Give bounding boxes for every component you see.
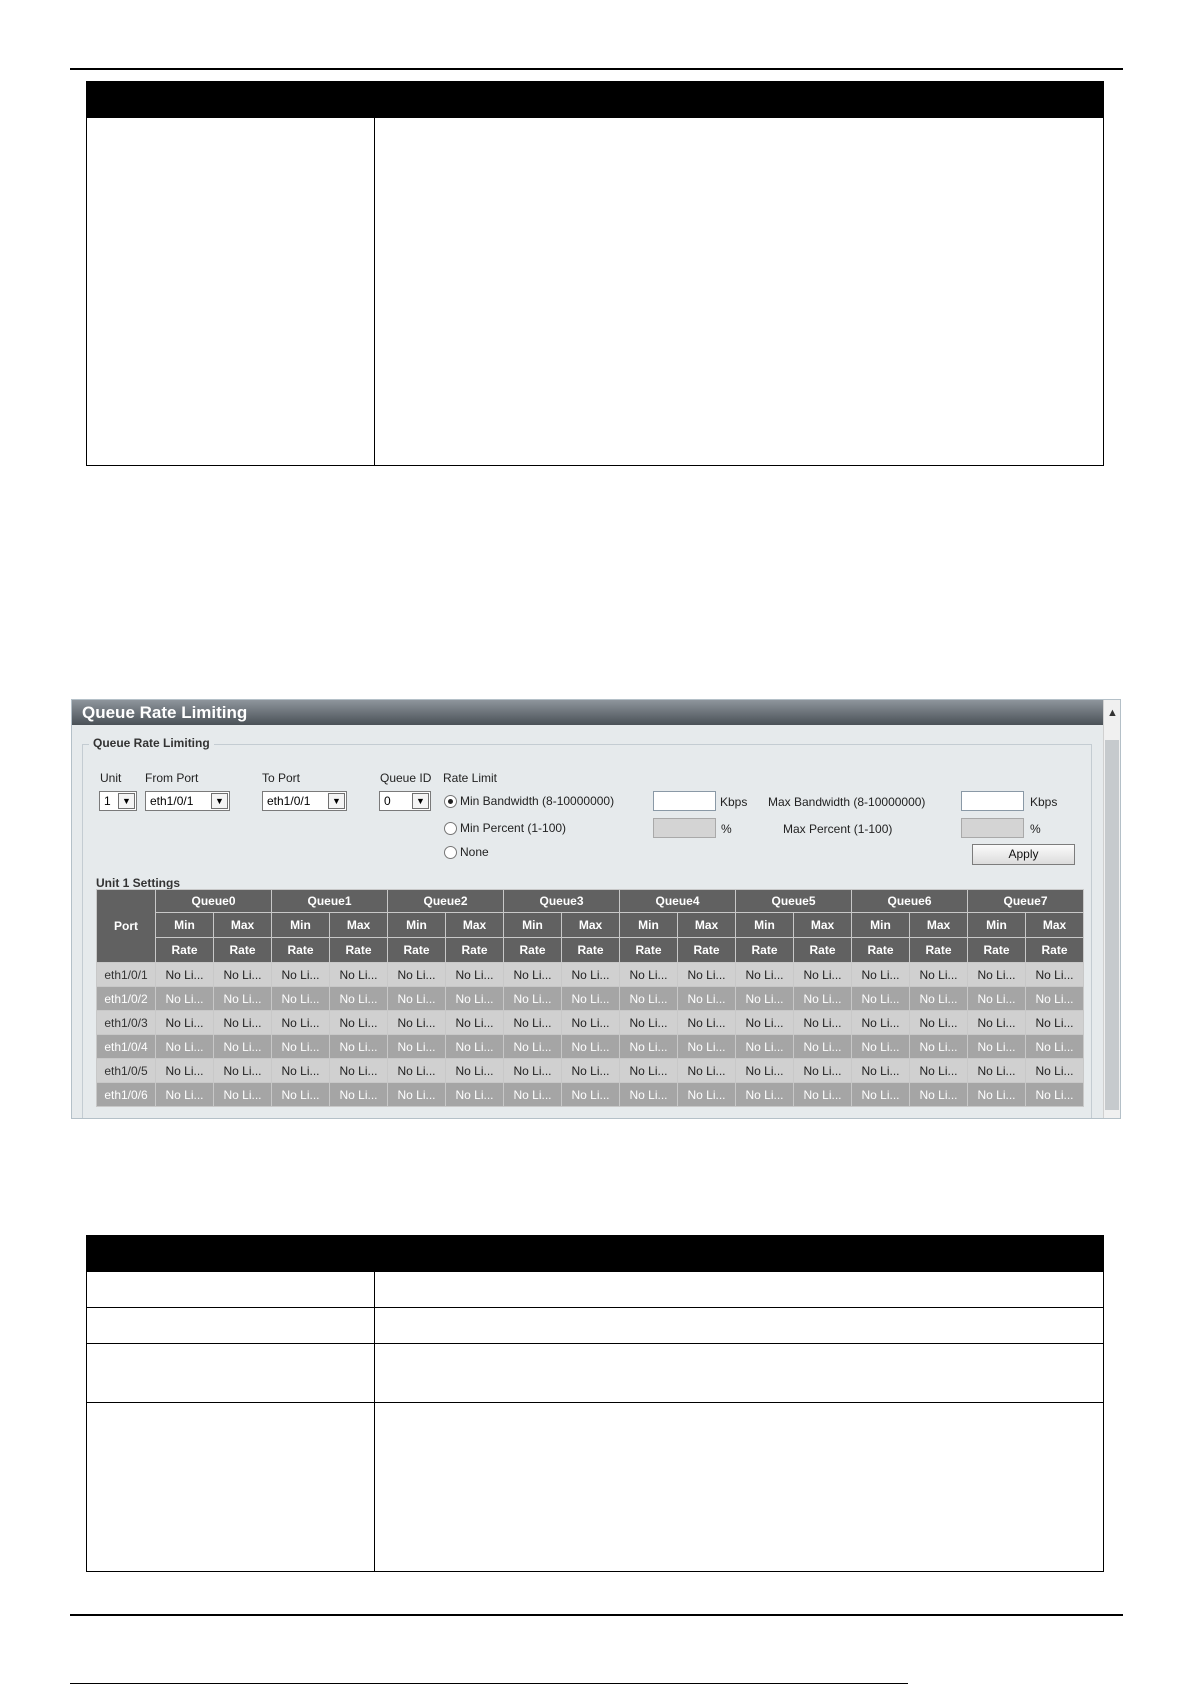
rate-cell: No Li...: [620, 1035, 678, 1059]
parameter-table-bottom: [86, 1235, 1104, 1572]
unit-value: 1: [104, 794, 111, 808]
rate-cell: No Li...: [736, 1059, 794, 1083]
table-row: [87, 1307, 1103, 1343]
rate-cell: No Li...: [504, 1059, 562, 1083]
table-row[interactable]: [97, 987, 1084, 1011]
min-bandwidth-radio[interactable]: [444, 795, 457, 808]
chevron-down-icon: ▼: [328, 793, 345, 809]
rate-cell: No Li...: [562, 1035, 620, 1059]
rate-cell: No Li...: [214, 1083, 272, 1107]
rate-cell: No Li...: [736, 1035, 794, 1059]
table-row[interactable]: [97, 963, 1084, 987]
rate-cell: No Li...: [736, 963, 794, 987]
table-header: [87, 1236, 1103, 1272]
rate-cell: No Li...: [678, 1011, 736, 1035]
rate-cell: No Li...: [388, 1083, 446, 1107]
rate-cell: No Li...: [910, 1011, 968, 1035]
queue-header: Queue1: [272, 890, 388, 913]
rate-cell: No Li...: [794, 1011, 852, 1035]
max-header: Max: [562, 913, 620, 938]
rate-cell: No Li...: [794, 1035, 852, 1059]
rate-cell: No Li...: [910, 1035, 968, 1059]
apply-button[interactable]: Apply: [972, 844, 1075, 865]
rate-header: Rate: [852, 938, 910, 963]
to-port-value: eth1/0/1: [267, 794, 311, 808]
queue-settings-table: [96, 889, 1084, 1107]
rate-cell: No Li...: [446, 1059, 504, 1083]
rate-cell: No Li...: [562, 987, 620, 1011]
port-cell: eth1/0/2: [97, 987, 156, 1011]
rate-cell: No Li...: [156, 987, 214, 1011]
rate-cell: No Li...: [156, 963, 214, 987]
table-row: [87, 118, 1103, 465]
rate-cell: No Li...: [736, 987, 794, 1011]
max-percent-input[interactable]: [961, 818, 1024, 838]
rate-cell: No Li...: [214, 1035, 272, 1059]
rate-header: Rate: [736, 938, 794, 963]
rate-limit-label: Rate Limit: [443, 771, 498, 785]
max-header: Max: [678, 913, 736, 938]
rate-cell: No Li...: [794, 1059, 852, 1083]
parameter-table-top: [86, 81, 1104, 466]
table-cell: [87, 1308, 375, 1343]
header-rule: [70, 68, 1123, 70]
rate-cell: No Li...: [156, 1059, 214, 1083]
table-cell: [375, 1344, 1103, 1402]
rate-cell: No Li...: [272, 963, 330, 987]
queue-id-select[interactable]: [379, 791, 431, 811]
rate-cell: No Li...: [678, 987, 736, 1011]
queue-id-value: 0: [384, 794, 391, 808]
rate-cell: No Li...: [678, 1083, 736, 1107]
table-header: [87, 82, 1103, 118]
rate-cell: No Li...: [852, 1059, 910, 1083]
rate-cell: No Li...: [330, 1059, 388, 1083]
rate-cell: No Li...: [214, 1059, 272, 1083]
rate-cell: No Li...: [272, 1011, 330, 1035]
queue-header: Queue0: [156, 890, 272, 913]
port-cell: eth1/0/5: [97, 1059, 156, 1083]
rate-cell: No Li...: [272, 987, 330, 1011]
footer-rule: [70, 1614, 1123, 1616]
from-port-label: From Port: [145, 771, 199, 785]
to-port-label: To Port: [262, 771, 301, 785]
rate-cell: No Li...: [1026, 1083, 1084, 1107]
table-cell: [87, 1272, 375, 1307]
rate-cell: No Li...: [736, 1011, 794, 1035]
queue-header: Queue6: [852, 890, 968, 913]
min-header: Min: [736, 913, 794, 938]
rate-cell: No Li...: [852, 963, 910, 987]
min-max-header-row: [97, 913, 1084, 938]
unit-select[interactable]: [99, 791, 137, 811]
rate-header-row: [97, 938, 1084, 963]
rate-cell: No Li...: [562, 963, 620, 987]
min-bandwidth-label: Min Bandwidth (8-10000000): [460, 794, 615, 808]
min-header: Min: [272, 913, 330, 938]
rate-cell: No Li...: [852, 1011, 910, 1035]
rate-cell: No Li...: [620, 963, 678, 987]
table-row[interactable]: [97, 1011, 1084, 1035]
rate-cell: No Li...: [272, 1035, 330, 1059]
queue-header: Queue7: [968, 890, 1084, 913]
table-cell: [87, 1344, 375, 1402]
rate-cell: No Li...: [156, 1011, 214, 1035]
max-header: Max: [910, 913, 968, 938]
min-header: Min: [388, 913, 446, 938]
rate-cell: No Li...: [1026, 1059, 1084, 1083]
queue-header: Queue5: [736, 890, 852, 913]
rate-cell: No Li...: [620, 1083, 678, 1107]
min-header: Min: [968, 913, 1026, 938]
rate-header: Rate: [1026, 938, 1084, 963]
table-cell: [87, 118, 375, 465]
rate-cell: No Li...: [620, 987, 678, 1011]
queue-header: Queue2: [388, 890, 504, 913]
max-header: Max: [446, 913, 504, 938]
rate-cell: No Li...: [968, 1011, 1026, 1035]
table-cell: [375, 1403, 1103, 1571]
rate-cell: No Li...: [968, 963, 1026, 987]
rate-cell: No Li...: [272, 1059, 330, 1083]
rate-cell: No Li...: [214, 987, 272, 1011]
rate-header: Rate: [968, 938, 1026, 963]
rate-header: Rate: [620, 938, 678, 963]
rate-cell: No Li...: [852, 1083, 910, 1107]
table-cell: [87, 1403, 375, 1571]
rate-cell: No Li...: [330, 987, 388, 1011]
table-row[interactable]: [97, 1083, 1084, 1107]
rate-cell: No Li...: [968, 1083, 1026, 1107]
rate-cell: No Li...: [446, 987, 504, 1011]
queue-header: Queue3: [504, 890, 620, 913]
rate-header: Rate: [330, 938, 388, 963]
chevron-down-icon: ▼: [412, 793, 429, 809]
rate-cell: No Li...: [794, 987, 852, 1011]
min-bandwidth-input[interactable]: [653, 791, 716, 811]
rate-cell: No Li...: [968, 987, 1026, 1011]
scroll-thumb[interactable]: [1105, 740, 1119, 1110]
rate-cell: No Li...: [562, 1083, 620, 1107]
min-percent-radio[interactable]: [444, 822, 457, 835]
rate-cell: No Li...: [156, 1083, 214, 1107]
rate-cell: No Li...: [794, 963, 852, 987]
rate-cell: No Li...: [446, 963, 504, 987]
none-label: None: [460, 845, 489, 859]
max-header: Max: [1026, 913, 1084, 938]
rate-cell: No Li...: [562, 1011, 620, 1035]
rate-header: Rate: [446, 938, 504, 963]
max-header: Max: [794, 913, 852, 938]
chevron-down-icon: ▼: [118, 793, 135, 809]
table-row: [87, 1343, 1103, 1402]
rate-header: Rate: [388, 938, 446, 963]
min-kbps-unit: Kbps: [720, 795, 748, 809]
rate-cell: No Li...: [388, 1011, 446, 1035]
rate-header: Rate: [678, 938, 736, 963]
rate-cell: No Li...: [678, 963, 736, 987]
max-kbps-unit: Kbps: [1030, 795, 1058, 809]
table-cell: [375, 118, 1103, 465]
min-header: Min: [620, 913, 678, 938]
rate-cell: No Li...: [910, 987, 968, 1011]
table-cell: [375, 1272, 1103, 1307]
rate-cell: No Li...: [794, 1083, 852, 1107]
rate-cell: No Li...: [678, 1035, 736, 1059]
rate-cell: No Li...: [388, 1059, 446, 1083]
rate-cell: No Li...: [1026, 963, 1084, 987]
chevron-down-icon: ▼: [211, 793, 228, 809]
max-bandwidth-label: Max Bandwidth (8-10000000): [768, 795, 926, 809]
queue-header: Queue4: [620, 890, 736, 913]
max-header: Max: [214, 913, 272, 938]
queue-table-body: [97, 963, 1084, 1107]
rate-cell: No Li...: [388, 1035, 446, 1059]
none-radio[interactable]: [444, 846, 457, 859]
rate-cell: No Li...: [736, 1083, 794, 1107]
rate-header: Rate: [794, 938, 852, 963]
rate-cell: No Li...: [910, 963, 968, 987]
rate-cell: No Li...: [852, 1035, 910, 1059]
min-header: Min: [852, 913, 910, 938]
port-cell: eth1/0/6: [97, 1083, 156, 1107]
port-cell: eth1/0/3: [97, 1011, 156, 1035]
from-port-select[interactable]: [145, 791, 230, 811]
rate-cell: No Li...: [330, 963, 388, 987]
vertical-scrollbar[interactable]: [1103, 700, 1120, 1119]
max-percent-label: Max Percent (1-100): [783, 822, 893, 836]
rate-header: Rate: [214, 938, 272, 963]
min-percent-input[interactable]: [653, 818, 716, 838]
table-row: [87, 1402, 1103, 1571]
table-cell: [375, 1308, 1103, 1343]
rate-cell: No Li...: [504, 1011, 562, 1035]
rate-cell: No Li...: [852, 987, 910, 1011]
rate-header: Rate: [156, 938, 214, 963]
rate-cell: No Li...: [620, 1059, 678, 1083]
rate-cell: No Li...: [446, 1083, 504, 1107]
rate-cell: No Li...: [330, 1083, 388, 1107]
rate-cell: No Li...: [1026, 1035, 1084, 1059]
rate-cell: No Li...: [562, 1059, 620, 1083]
port-header: Port: [97, 890, 156, 963]
rate-cell: No Li...: [446, 1011, 504, 1035]
queue-header-row: [97, 890, 1084, 913]
rate-cell: No Li...: [620, 1011, 678, 1035]
rate-cell: No Li...: [910, 1083, 968, 1107]
table-row: [87, 1272, 1103, 1307]
chevron-up-icon[interactable]: ▲: [1107, 707, 1118, 719]
min-header: Min: [156, 913, 214, 938]
rate-cell: No Li...: [968, 1059, 1026, 1083]
rate-cell: No Li...: [504, 1083, 562, 1107]
fieldset-legend: Queue Rate Limiting: [89, 736, 214, 750]
max-percent-unit: %: [1030, 822, 1041, 836]
rate-cell: No Li...: [968, 1035, 1026, 1059]
rate-cell: No Li...: [156, 1035, 214, 1059]
rate-cell: No Li...: [910, 1059, 968, 1083]
rate-cell: No Li...: [678, 1059, 736, 1083]
rate-cell: No Li...: [272, 1083, 330, 1107]
rate-cell: No Li...: [330, 1035, 388, 1059]
rate-cell: No Li...: [504, 1035, 562, 1059]
rate-cell: No Li...: [214, 963, 272, 987]
queue-id-label: Queue ID: [380, 771, 432, 785]
rate-cell: No Li...: [504, 963, 562, 987]
settings-title: Unit 1 Settings: [96, 876, 181, 890]
from-port-value: eth1/0/1: [150, 794, 194, 808]
rate-header: Rate: [562, 938, 620, 963]
rate-cell: No Li...: [1026, 987, 1084, 1011]
rate-header: Rate: [910, 938, 968, 963]
rate-header: Rate: [504, 938, 562, 963]
rate-cell: No Li...: [330, 1011, 388, 1035]
rate-cell: No Li...: [214, 1011, 272, 1035]
unit-label: Unit: [100, 771, 122, 785]
min-percent-unit: %: [721, 822, 732, 836]
rate-header: Rate: [272, 938, 330, 963]
rate-cell: No Li...: [446, 1035, 504, 1059]
max-header: Max: [330, 913, 388, 938]
port-cell: eth1/0/4: [97, 1035, 156, 1059]
rate-cell: No Li...: [504, 987, 562, 1011]
window-title: Queue Rate Limiting: [72, 700, 1104, 725]
rate-cell: No Li...: [388, 987, 446, 1011]
port-cell: eth1/0/1: [97, 963, 156, 987]
table-row[interactable]: [97, 1035, 1084, 1059]
max-bandwidth-input[interactable]: [961, 791, 1024, 811]
rate-cell: No Li...: [1026, 1011, 1084, 1035]
rate-cell: No Li...: [388, 963, 446, 987]
table-row[interactable]: [97, 1059, 1084, 1083]
min-header: Min: [504, 913, 562, 938]
min-percent-label: Min Percent (1-100): [460, 821, 567, 835]
to-port-select[interactable]: [262, 791, 347, 811]
